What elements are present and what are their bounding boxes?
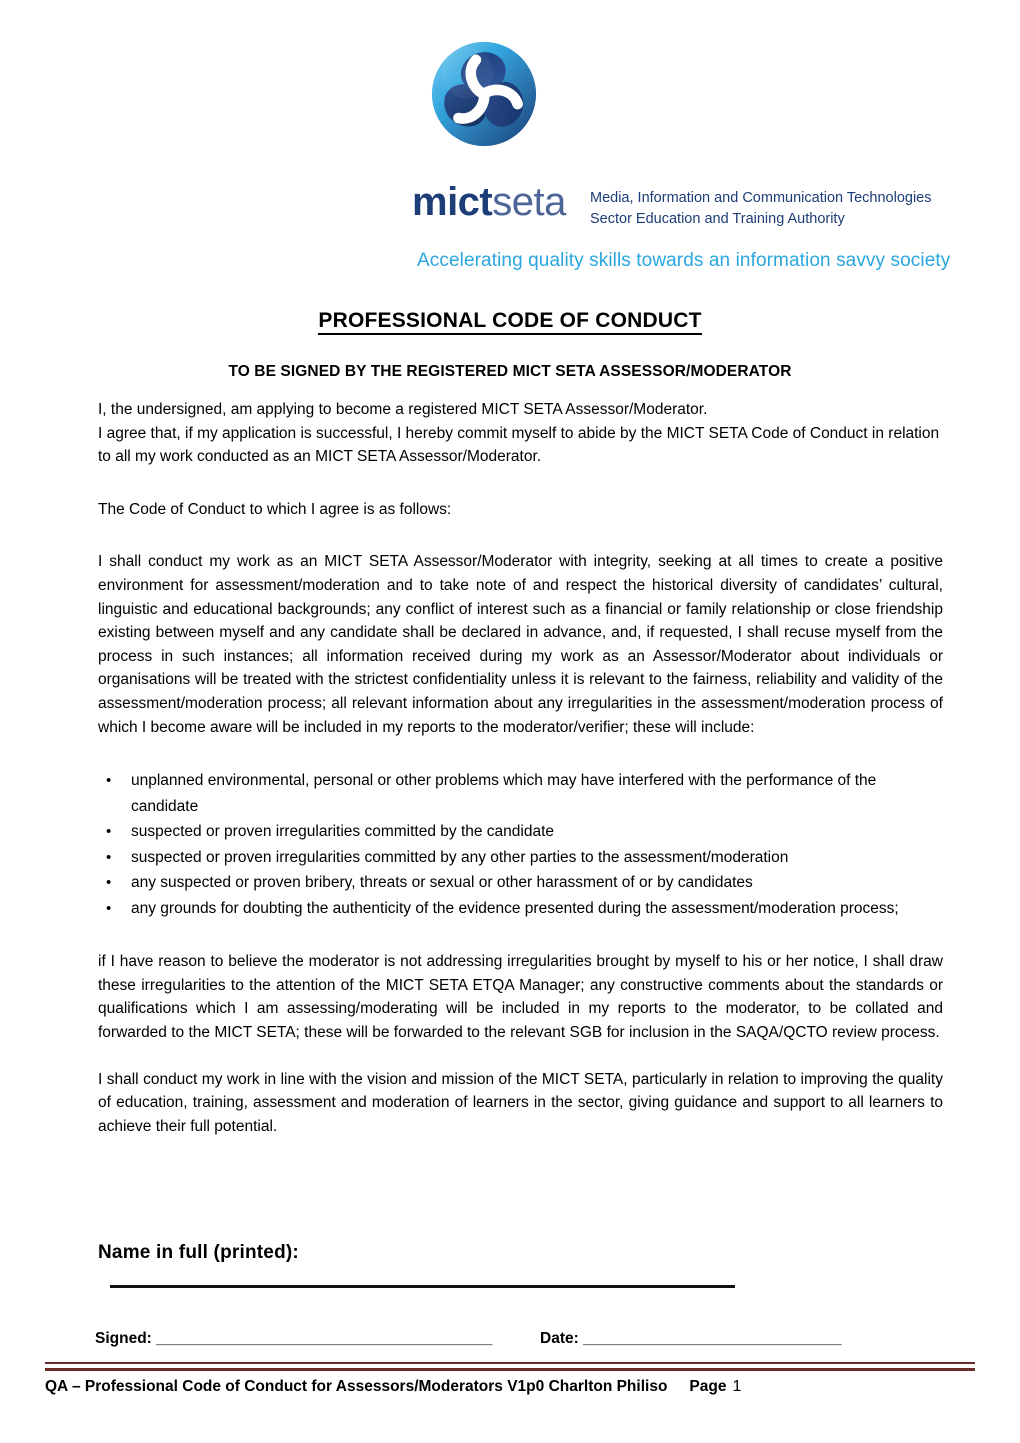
date-field-label[interactable]: Date: ______________________________ [540,1330,842,1347]
list-item-text: suspected or proven irregularities committed by the candidate [131,823,555,841]
bullet-marker-icon: • [106,823,112,841]
logo-descriptor [590,188,931,230]
document-header [0,30,1020,271]
logo-wordmark [412,182,566,222]
list-item [98,845,943,871]
list-item-text: suspected or proven irregularities committed by any other parties to the assessment/moderation [131,848,789,866]
document-footer [0,1330,1020,1395]
logo-descriptor-line1: Media, Information and Communication Technologies [590,190,932,206]
footer-reference [45,1378,741,1396]
logo-wordmark-bold: mict [412,180,493,224]
document-body [98,398,943,1138]
list-item-text: any grounds for doubting the authenticity of the evidence presented during the assessment/moderation process; [131,899,899,917]
mictseta-logo-icon [428,38,540,150]
bullet-marker-icon: • [106,899,112,917]
signature-row [0,1330,1020,1363]
footer-rule-bottom [45,1368,975,1371]
footer-reference-text: QA – Professional Code of Conduct for Assessors/Moderators V1p0 Charlton Philiso [45,1378,668,1395]
page-title-text: PROFESSIONAL CODE OF CONDUCT [318,309,701,335]
spacer [98,921,943,950]
bullet-marker-icon: • [106,848,112,866]
list-item [98,768,943,819]
name-in-full-block [98,1242,943,1288]
bullet-marker-icon: • [106,772,112,790]
list-item [98,896,943,922]
list-item [98,819,943,845]
bullet-marker-icon: • [106,874,112,892]
list-item-text: any suspected or proven bribery, threats or sexual or other harassment of or by candidates [131,874,753,892]
code-intro-line: The Code of Conduct to which I agree is as follows: [98,500,452,518]
name-in-full-input-line[interactable] [110,1285,735,1288]
main-paragraph: I shall conduct my work as an MICT SETA Assessor/Moderator with integrity, seeking at all times to create a positive environment for assessment/moderation and to take note of and respect the historical diversity of candidates’ cultural, linguistic and educational backgrounds; any conflict of interest such as a financial or family relationship or close friendship existing between myself and any candidate shall be declared in advance, and, if requested, I shall recuse myself from the process in such instances; all information received during my work as an Assessor/Moderator about individuals or organisations will be treated with the strictest confidentiality unless it is relevant to the fairness, reliability and validity of the assessment/moderation process; all relevant information about any irregularities in the assessment/moderation process of which I become aware will be included in my reports to the moderator/verifier; these will include: [98,553,943,736]
spacer [98,469,943,498]
footer-page-number: 1 [732,1378,742,1395]
spacer [98,521,943,550]
list-item [98,870,943,896]
logo-tagline: Accelerating quality skills towards an information savvy society [417,250,951,271]
page-title [0,309,1020,333]
intro-line-1: I, the undersigned, am applying to become a registered MICT SETA Assessor/Moderator. [98,401,708,418]
moderator-paragraph: if I have reason to believe the moderator is not addressing irregularities brought by myself to his or her notice, I shall draw these irregularities to the attention of the MICT SETA ETQA Manager; any constructive comments about the standards or qualifications which I am assessing/moderating will be included in my reports to the moderator, to be collated and forwarded to the MICT SETA; these will be forwarded to the relevant SGB for inclusion in the SAQA/QCTO review process. [98,953,943,1041]
footer-page-word: Page [689,1378,727,1395]
signed-field-label[interactable]: Signed: _______________________________________ [95,1330,493,1347]
page-subtitle: TO BE SIGNED BY THE REGISTERED MICT SETA ASSESSOR/MODERATOR [228,363,792,380]
intro-line-2: I agree that, if my application is successful, I hereby commit myself to abide by the MICT SETA Code of Conduct in relation to all my work conducted as an MICT SETA Assessor/Moderator. [98,424,940,466]
spacer [98,1045,943,1068]
footer-rule-top [45,1362,975,1364]
logo-wordmark-light: seta [492,180,566,224]
logo-descriptor-line2: Sector Education and Training Authority [590,211,845,228]
code-of-conduct-bullet-list [98,768,943,921]
name-in-full-label: Name in full (printed): [98,1242,299,1263]
vision-paragraph: I shall conduct my work in line with the vision and mission of the MICT SETA, particularly in relation to improving the quality of education, training, assessment and moderation of learners in the sector, giving guidance and support to all learners to achieve their full potential. [98,1070,943,1135]
spacer [98,739,943,768]
list-item-text: unplanned environmental, personal or other problems which may have interfered with the performance of the candidate [131,772,877,815]
